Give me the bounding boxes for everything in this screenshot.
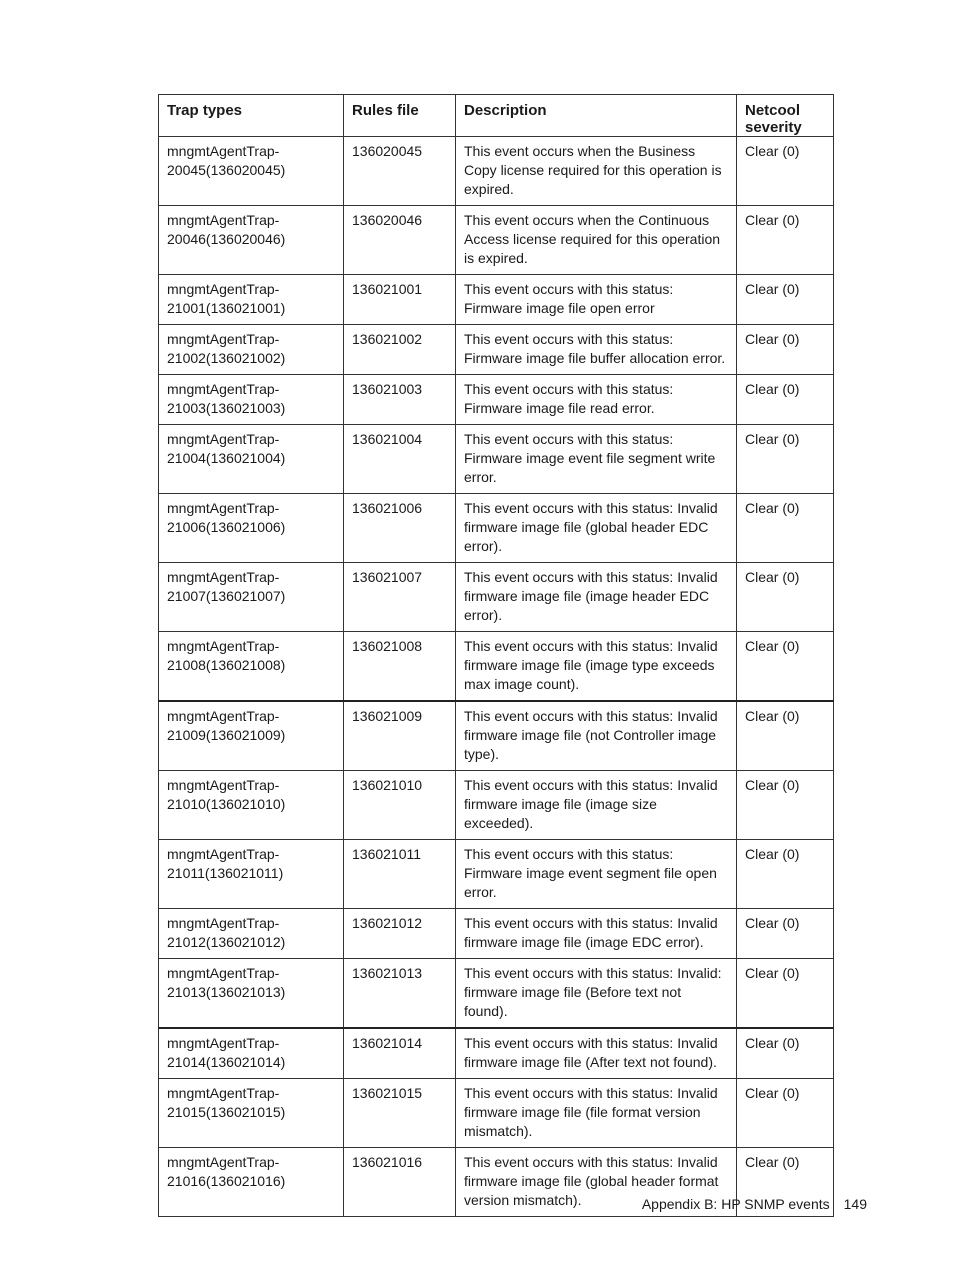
rules-file-cell: 136020046 bbox=[344, 206, 456, 275]
header-trap-types: Trap types bbox=[159, 95, 344, 137]
description-cell: This event occurs with this status: Firmware image event file segment write error. bbox=[456, 425, 737, 494]
header-netcool-severity: Netcool severity bbox=[737, 95, 834, 137]
table-row bbox=[159, 137, 834, 206]
description-cell: This event occurs with this status: Invalid firmware image file (file format version mismatch). bbox=[456, 1079, 737, 1148]
rules-file-cell: 136021009 bbox=[344, 701, 456, 771]
trap-type-cell: mngmtAgentTrap-21010(136021010) bbox=[159, 771, 344, 840]
trap-type-cell: mngmtAgentTrap-21011(136021011) bbox=[159, 840, 344, 909]
description-cell: This event occurs with this status: Firmware image event segment file open error. bbox=[456, 840, 737, 909]
table-row bbox=[159, 1028, 834, 1079]
trap-type-cell: mngmtAgentTrap-21014(136021014) bbox=[159, 1028, 344, 1079]
table-row bbox=[159, 959, 834, 1029]
header-description: Description bbox=[456, 95, 737, 137]
table-row bbox=[159, 325, 834, 375]
severity-cell: Clear (0) bbox=[737, 375, 834, 425]
table-row bbox=[159, 275, 834, 325]
table-row bbox=[159, 632, 834, 702]
page-footer bbox=[642, 1196, 867, 1212]
table-row bbox=[159, 494, 834, 563]
trap-type-cell: mngmtAgentTrap-21003(136021003) bbox=[159, 375, 344, 425]
rules-file-cell: 136021016 bbox=[344, 1148, 456, 1217]
severity-cell: Clear (0) bbox=[737, 909, 834, 959]
rules-file-cell: 136021010 bbox=[344, 771, 456, 840]
description-cell: This event occurs with this status: Invalid firmware image file (image EDC error). bbox=[456, 909, 737, 959]
page-number: 149 bbox=[843, 1196, 867, 1212]
table-row bbox=[159, 425, 834, 494]
table-row bbox=[159, 840, 834, 909]
rules-file-cell: 136021015 bbox=[344, 1079, 456, 1148]
table-row bbox=[159, 563, 834, 632]
severity-cell: Clear (0) bbox=[737, 425, 834, 494]
rules-file-cell: 136021014 bbox=[344, 1028, 456, 1079]
table-row bbox=[159, 1079, 834, 1148]
trap-type-cell: mngmtAgentTrap-21016(136021016) bbox=[159, 1148, 344, 1217]
description-cell: This event occurs when the Business Copy license required for this operation is expired. bbox=[456, 137, 737, 206]
trap-type-cell: mngmtAgentTrap-21015(136021015) bbox=[159, 1079, 344, 1148]
trap-type-cell: mngmtAgentTrap-21002(136021002) bbox=[159, 325, 344, 375]
description-cell: This event occurs with this status: Invalid firmware image file (global header format version mismatch). bbox=[456, 1148, 737, 1217]
trap-type-cell: mngmtAgentTrap-21001(136021001) bbox=[159, 275, 344, 325]
severity-cell: Clear (0) bbox=[737, 206, 834, 275]
rules-file-cell: 136021004 bbox=[344, 425, 456, 494]
header-rules-file: Rules file bbox=[344, 95, 456, 137]
rules-file-cell: 136021003 bbox=[344, 375, 456, 425]
severity-cell: Clear (0) bbox=[737, 137, 834, 206]
rules-file-cell: 136020045 bbox=[344, 137, 456, 206]
description-cell: This event occurs with this status: Invalid: firmware image file (Before text not found). bbox=[456, 959, 737, 1029]
rules-file-cell: 136021013 bbox=[344, 959, 456, 1029]
rules-file-cell: 136021011 bbox=[344, 840, 456, 909]
rules-file-cell: 136021006 bbox=[344, 494, 456, 563]
description-cell: This event occurs with this status: Invalid firmware image file (image size exceeded). bbox=[456, 771, 737, 840]
trap-type-cell: mngmtAgentTrap-21013(136021013) bbox=[159, 959, 344, 1029]
rules-file-cell: 136021012 bbox=[344, 909, 456, 959]
description-cell: This event occurs with this status: Firmware image file read error. bbox=[456, 375, 737, 425]
table-row bbox=[159, 206, 834, 275]
description-cell: This event occurs when the Continuous Access license required for this operation is expired. bbox=[456, 206, 737, 275]
severity-cell: Clear (0) bbox=[737, 632, 834, 702]
table-header-row bbox=[159, 95, 834, 137]
description-cell: This event occurs with this status: Firmware image file buffer allocation error. bbox=[456, 325, 737, 375]
description-cell: This event occurs with this status: Invalid firmware image file (After text not found). bbox=[456, 1028, 737, 1079]
trap-type-cell: mngmtAgentTrap-20046(136020046) bbox=[159, 206, 344, 275]
description-cell: This event occurs with this status: Invalid firmware image file (global header EDC error). bbox=[456, 494, 737, 563]
table-row bbox=[159, 375, 834, 425]
snmp-trap-table bbox=[158, 94, 834, 1217]
severity-cell: Clear (0) bbox=[737, 1079, 834, 1148]
rules-file-cell: 136021002 bbox=[344, 325, 456, 375]
rules-file-cell: 136021008 bbox=[344, 632, 456, 702]
trap-type-cell: mngmtAgentTrap-21012(136021012) bbox=[159, 909, 344, 959]
trap-type-cell: mngmtAgentTrap-21006(136021006) bbox=[159, 494, 344, 563]
severity-cell: Clear (0) bbox=[737, 959, 834, 1029]
description-cell: This event occurs with this status: Invalid firmware image file (image header EDC error). bbox=[456, 563, 737, 632]
table-row bbox=[159, 701, 834, 771]
description-cell: This event occurs with this status: Firmware image file open error bbox=[456, 275, 737, 325]
severity-cell: Clear (0) bbox=[737, 771, 834, 840]
severity-cell: Clear (0) bbox=[737, 840, 834, 909]
trap-type-cell: mngmtAgentTrap-20045(136020045) bbox=[159, 137, 344, 206]
trap-type-cell: mngmtAgentTrap-21007(136021007) bbox=[159, 563, 344, 632]
rules-file-cell: 136021001 bbox=[344, 275, 456, 325]
table-row bbox=[159, 909, 834, 959]
severity-cell: Clear (0) bbox=[737, 325, 834, 375]
severity-cell: Clear (0) bbox=[737, 494, 834, 563]
severity-cell: Clear (0) bbox=[737, 275, 834, 325]
footer-section-title: Appendix B: HP SNMP events bbox=[641, 1196, 830, 1212]
description-cell: This event occurs with this status: Invalid firmware image file (not Controller image type). bbox=[456, 701, 737, 771]
trap-type-cell: mngmtAgentTrap-21009(136021009) bbox=[159, 701, 344, 771]
severity-cell: Clear (0) bbox=[737, 1148, 834, 1217]
rules-file-cell: 136021007 bbox=[344, 563, 456, 632]
trap-type-cell: mngmtAgentTrap-21008(136021008) bbox=[159, 632, 344, 702]
trap-type-cell: mngmtAgentTrap-21004(136021004) bbox=[159, 425, 344, 494]
severity-cell: Clear (0) bbox=[737, 563, 834, 632]
severity-cell: Clear (0) bbox=[737, 1028, 834, 1079]
table-row bbox=[159, 771, 834, 840]
severity-cell: Clear (0) bbox=[737, 701, 834, 771]
description-cell: This event occurs with this status: Invalid firmware image file (image type exceeds max image count). bbox=[456, 632, 737, 702]
